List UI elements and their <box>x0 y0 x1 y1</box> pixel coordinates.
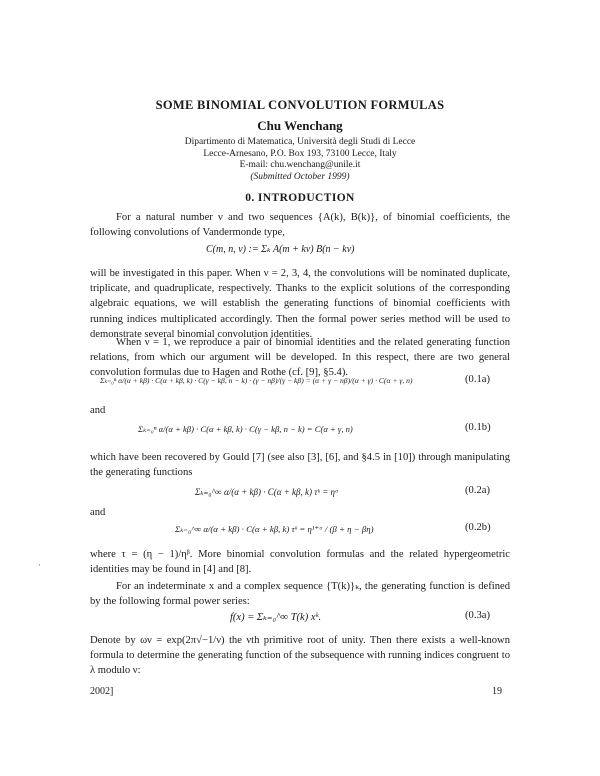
equation-number-0-1b: (0.1b) <box>465 422 491 433</box>
equation-0-1a: Σₖ₌₀ⁿ α/(α + kβ) · C(α + kβ, k) · C(γ − kβ, n − k) · (γ − nβ)/(γ − kβ) = (α + γ − nβ)/(α + γ) · C(α + γ, n) <box>100 376 413 385</box>
section-heading: 0. INTRODUCTION <box>245 192 355 204</box>
paragraph-4: which have been recovered by Gould [7] (see also [3], [6], and §4.5 in [10]) through manipulating the generating functions <box>90 452 510 479</box>
paragraph-7: Denote by ων = exp(2π√−1/ν) the νth primitive root of unity. Then there exists a well-known formula to determine the generating function of the subsequence with running indices congruent to λ modulo ν: <box>90 635 510 677</box>
equation-0-3a: f(x) = Σₖ₌₀^∞ T(k) xᵏ. <box>230 612 322 623</box>
equation-number-0-1a: (0.1a) <box>465 374 490 385</box>
equation-0-1b: Σₖ₌₀ⁿ α/(α + kβ) · C(α + kβ, k) · C(γ − kβ, n − k) = C(α + γ, n) <box>138 424 353 434</box>
paragraph-6: For an indeterminate x and a complex sequence {T(k)}ₖ, the generating function is defined by the following formal power series: <box>90 581 510 608</box>
margin-mark: · <box>38 560 41 570</box>
equation-number-0-3a: (0.3a) <box>465 610 490 621</box>
submission-date: (Submitted October 1999) <box>250 172 350 182</box>
equation-convolution: C(m, n, ν) := Σₖ A(m + kν) B(n − kν) <box>206 244 355 255</box>
affiliation-email: E-mail: chu.wenchang@unile.it <box>239 160 361 170</box>
footer-page-number: 19 <box>492 686 502 697</box>
equation-0-2b: Σₖ₌₀^∞ α/(α + kβ) · C(α + kβ, k) τᵏ = η¹⁺ᵅ / (β + η − βη) <box>175 524 374 534</box>
equation-number-0-2b: (0.2b) <box>465 522 491 533</box>
affiliation-line-2: Lecce-Arnesano, P.O. Box 193, 73100 Lecce, Italy <box>203 149 397 159</box>
author-name: Chu Wenchang <box>257 118 343 133</box>
paragraph-5: where τ = (η − 1)/ηᵝ. More binomial convolution formulas and the related hypergeometric identities may be found in [4] and [8]. <box>90 549 510 576</box>
affiliation-line-1: Dipartimento di Matematica, Università degli Studi di Lecce <box>184 137 416 147</box>
paragraph-1: For a natural number ν and two sequences {A(k), B(k)}, of binomial coefficients, the following convolutions of Vandermonde type, <box>90 212 510 239</box>
paragraph-3: When ν = 1, we reproduce a pair of binomial identities and the related generating function relations, from which our argument will be developed. In this respect, there are two general convolution formulas due to Hagen and Rothe (cf. [9], §5.4). <box>90 337 510 379</box>
connector-and-2: and <box>90 507 106 518</box>
footer-year: 2002] <box>90 686 114 697</box>
equation-0-2a: Σₖ₌₀^∞ α/(α + kβ) · C(α + kβ, k) τᵏ = ηᵅ <box>195 487 339 497</box>
equation-number-0-2a: (0.2a) <box>465 485 490 496</box>
paper-title: SOME BINOMIAL CONVOLUTION FORMULAS <box>155 98 445 112</box>
connector-and-1: and <box>90 405 106 416</box>
paragraph-2: will be investigated in this paper. When ν = 2, 3, 4, the convolutions will be nominated duplicate, triplicate, and quadruplicate, respectively. Thanks to the explicit solutions of the corresponding algebraic equations, we will establish the generating functions of binomial coefficients with running indices multiplicated accordingly. Then the formal power series method will be used to demonstrate several binomial convolution identities. <box>90 268 510 340</box>
